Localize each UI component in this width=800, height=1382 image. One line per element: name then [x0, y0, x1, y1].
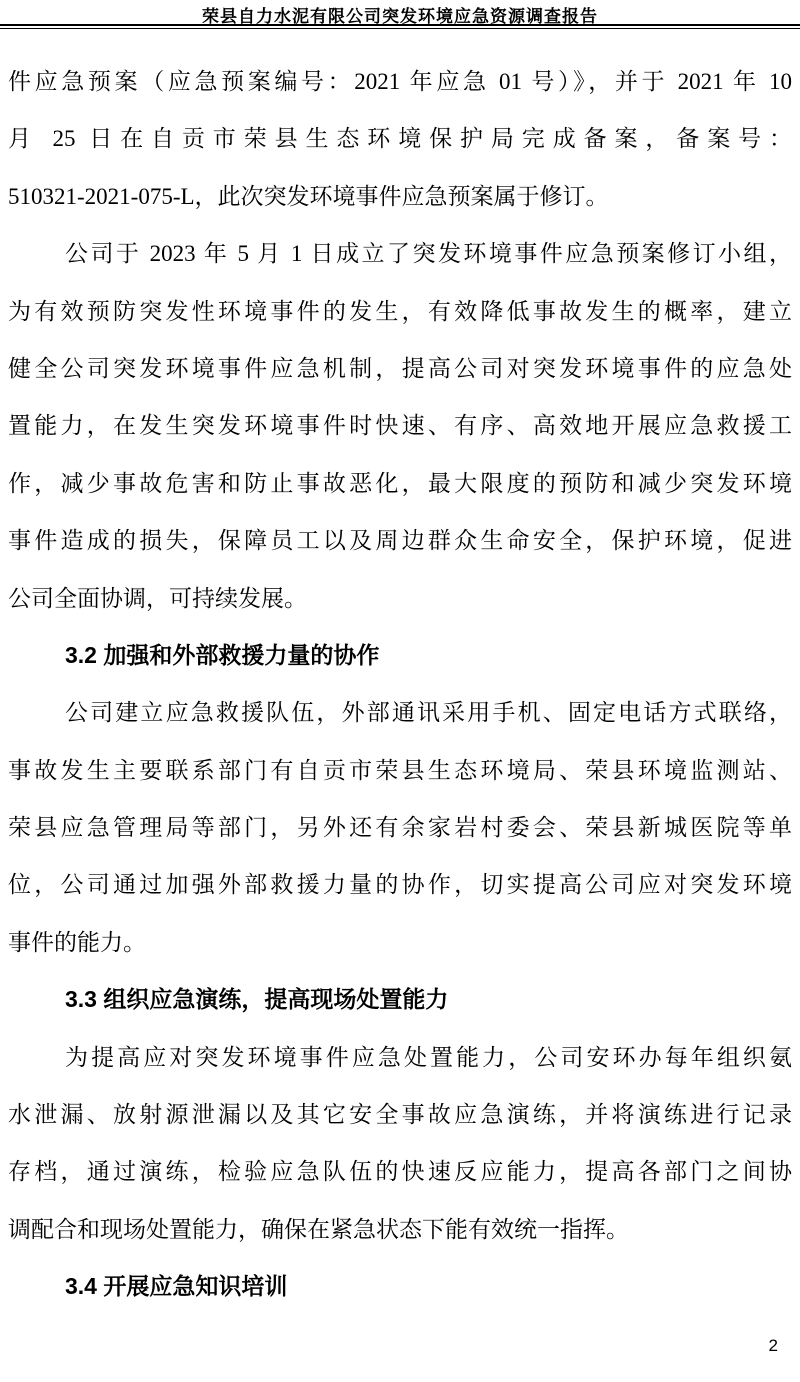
paragraph-line: 事件的能力。 [8, 929, 146, 955]
page-number: 2 [768, 1336, 778, 1355]
header-rule [0, 24, 800, 29]
section-heading: 3.4 开展应急知识培训 [65, 1273, 288, 1300]
paragraph-line: 为有效预防突发性环境事件的发生，有效降低事故发生的概率，建立 [8, 298, 792, 324]
paragraph-line: 事件造成的损失，保障员工以及周边群众生命安全，保护环境，促进 [8, 528, 792, 554]
paragraph-line: 位，公司通过加强外部救援力量的协作，切实提高公司应对突发环境 [8, 872, 792, 898]
paragraph-line: 公司于 2023 年 5 月 1 日成立了突发环境事件应急预案修订小组， [65, 241, 792, 267]
document-body [8, 53, 792, 1316]
paragraph-line: 510321-2021-075-L，此次突发环境事件应急预案属于修订。 [8, 183, 609, 209]
paragraph-line: 调配合和现场处置能力，确保在紧急状态下能有效统一指挥。 [8, 1216, 629, 1242]
paragraph-line: 公司建立应急救援队伍，外部通讯采用手机、固定电话方式联络， [65, 700, 792, 726]
paragraph-line: 存档，通过演练，检验应急队伍的快速反应能力，提高各部门之间协 [8, 1159, 792, 1185]
paragraph-line: 事故发生主要联系部门有自贡市荣县生态环境局、荣县环境监测站、 [8, 757, 792, 783]
page-header-title: 荣县自力水泥有限公司突发环境应急资源调查报告 [202, 7, 598, 26]
section-heading: 3.2 加强和外部救援力量的协作 [65, 641, 380, 668]
paragraph-line: 公司全面协调，可持续发展。 [8, 585, 307, 611]
paragraph-line: 月 25 日在自贡市荣县生态环境保护局完成备案，备案号： [8, 126, 792, 152]
paragraph-line: 为提高应对突发环境事件应急处置能力，公司安环办每年组织氨 [65, 1044, 792, 1070]
paragraph-line: 水泄漏、放射源泄漏以及其它安全事故应急演练，并将演练进行记录 [8, 1102, 792, 1128]
paragraph-line: 荣县应急管理局等部门，另外还有余家岩村委会、荣县新城医院等单 [8, 815, 792, 841]
section-heading: 3.3 组织应急演练，提高现场处置能力 [65, 986, 449, 1013]
paragraph-line: 健全公司突发环境事件应急机制，提高公司对突发环境事件的应急处 [8, 355, 792, 381]
paragraph-line: 置能力，在发生突发环境事件时快速、有序、高效地开展应急救援工 [8, 413, 792, 439]
paragraph-line: 件应急预案（应急预案编号：2021 年应急 01 号）》，并于 2021 年 10 [8, 69, 792, 94]
paragraph-line: 作，减少事故危害和防止事故恶化，最大限度的预防和减少突发环境 [8, 470, 792, 496]
